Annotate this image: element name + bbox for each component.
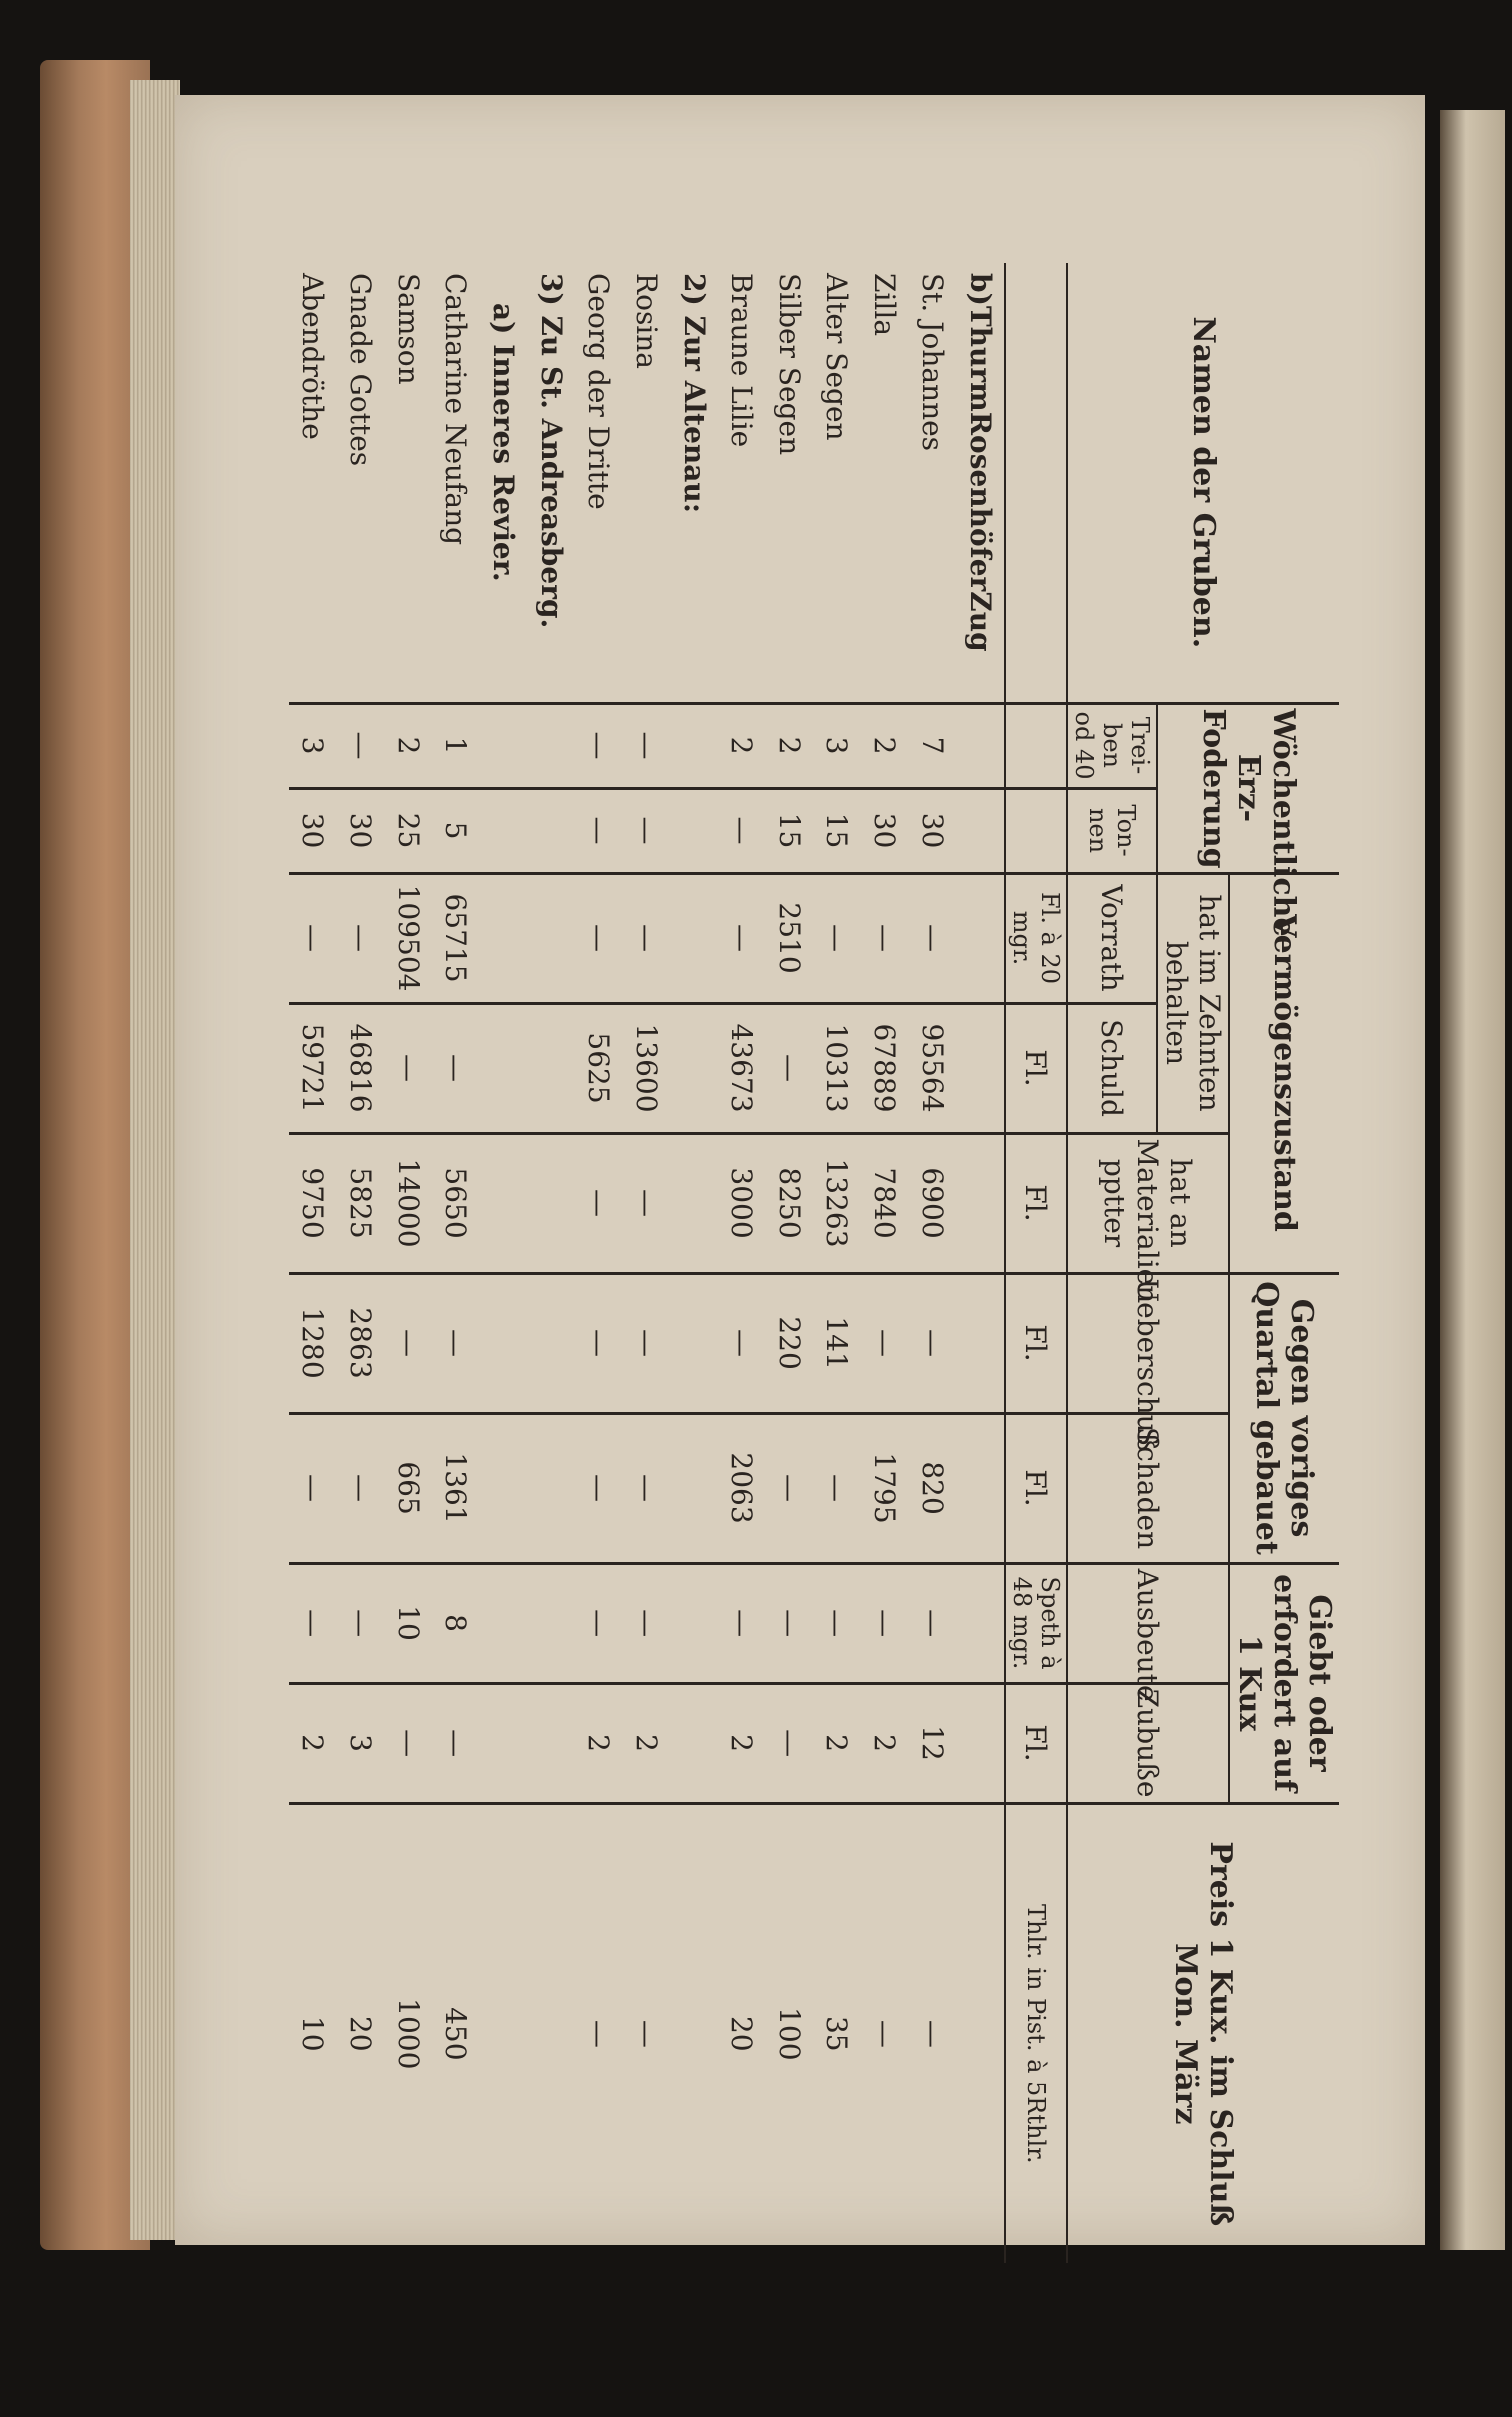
- cell-schuld: —: [432, 1003, 480, 1133]
- cell-aus: —: [718, 1563, 766, 1683]
- cell-vorrath: —: [861, 873, 909, 1003]
- table-row: [384, 263, 432, 2263]
- cell-n: —: [623, 788, 671, 873]
- header-ueberschuss: Ueberschuß: [1067, 1273, 1229, 1413]
- cell-vorrath: [527, 873, 575, 1003]
- row-name: Alter Segen: [813, 263, 861, 703]
- table-row: [337, 263, 385, 2263]
- header-zehnten: hat im Zehnten behalten: [1157, 873, 1229, 1133]
- cell-mat: [670, 1133, 718, 1273]
- table-row: [861, 263, 909, 2263]
- cell-zub: 2: [813, 1683, 861, 1803]
- cell-mat: 5825: [337, 1133, 385, 1273]
- cell-sch: —: [766, 1413, 814, 1563]
- row-name: Zilla: [861, 263, 909, 703]
- cell-zub: 2: [289, 1683, 337, 1803]
- header-materialien: hat an Materialien pptter: [1067, 1133, 1229, 1273]
- cell-sch: 1361: [432, 1413, 480, 1563]
- cell-t: [480, 703, 528, 788]
- row-name: Gnade Gottes: [337, 263, 385, 703]
- cell-vorrath: —: [289, 873, 337, 1003]
- cell-schuld: 67889: [861, 1003, 909, 1133]
- cell-schuld: 13600: [623, 1003, 671, 1133]
- cell-ueb: —: [575, 1273, 623, 1413]
- unit-preis: Thlr. in Pist. à 5Rthlr.: [1005, 1803, 1067, 2263]
- cell-mat: [480, 1133, 528, 1273]
- cell-preis: —: [868, 2019, 902, 2048]
- cell-sch: [480, 1413, 528, 1563]
- table-row: [766, 263, 814, 2263]
- cell-t: —: [575, 703, 623, 788]
- table-row: [813, 263, 861, 2263]
- cell-n: 30: [861, 788, 909, 873]
- cell-schuld: —: [766, 1003, 814, 1133]
- cell-preis: 1000: [391, 1998, 425, 2070]
- cell-zub: 2: [623, 1683, 671, 1803]
- cell-schuld: 59721: [289, 1003, 337, 1133]
- cell-n: 15: [813, 788, 861, 873]
- header-vorrath: Vorrath: [1067, 873, 1157, 1003]
- cell-ueb: —: [718, 1273, 766, 1413]
- cell-ueb: —: [384, 1273, 432, 1413]
- cell-schuld: 5625: [575, 1003, 623, 1133]
- cell-aus: 8: [432, 1563, 480, 1683]
- cell-mat: 6900: [908, 1133, 956, 1273]
- table-row: [432, 263, 480, 2263]
- cell-zub: 2: [861, 1683, 909, 1803]
- cell-n: —: [718, 788, 766, 873]
- cell-preis: 10: [296, 2015, 330, 2052]
- cell-vorrath: —: [908, 873, 956, 1003]
- cell-t: 7: [908, 703, 956, 788]
- cell-aus: —: [766, 1563, 814, 1683]
- cell-preis: [956, 1803, 1005, 2263]
- cell-t: 2: [384, 703, 432, 788]
- cell-vorrath: —: [813, 873, 861, 1003]
- cell-sch: [956, 1413, 1005, 1563]
- cell-aus: —: [575, 1563, 623, 1683]
- cell-mat: 8250: [766, 1133, 814, 1273]
- cell-aus: 10: [384, 1563, 432, 1683]
- cell-preis: 100: [772, 2007, 806, 2061]
- cell-vorrath: 109504: [384, 873, 432, 1003]
- cell-sch: 2063: [718, 1413, 766, 1563]
- cell-t: —: [337, 703, 385, 788]
- cell-ueb: 220: [766, 1273, 814, 1413]
- cell-aus: [956, 1563, 1005, 1683]
- table-row: [289, 263, 337, 2263]
- cell-preis: 35: [820, 2015, 854, 2052]
- cell-vorrath: —: [337, 873, 385, 1003]
- cell-n: 30: [337, 788, 385, 873]
- cell-schuld: 43673: [718, 1003, 766, 1133]
- cell-ueb: 1280: [289, 1273, 337, 1413]
- cell-zub: [480, 1683, 528, 1803]
- cell-mat: 7840: [861, 1133, 909, 1273]
- row-name: 3) Zu St. Andreasberg.: [527, 263, 575, 703]
- cell-zub: [527, 1683, 575, 1803]
- cell-t: 1: [432, 703, 480, 788]
- cell-schuld: [527, 1003, 575, 1133]
- cell-vorrath: —: [718, 873, 766, 1003]
- header-preis: Preis 1 Kux. im Schluß Mon. März: [1067, 1803, 1339, 2263]
- cell-preis: 20: [344, 2015, 378, 2052]
- unit-schuld: Fl.: [1005, 1003, 1067, 1133]
- table-row: [623, 263, 671, 2263]
- cell-ueb: [480, 1273, 528, 1413]
- section-row: [670, 263, 718, 2263]
- cell-t: —: [623, 703, 671, 788]
- cell-vorrath: [956, 873, 1005, 1003]
- cell-zub: 12: [908, 1683, 956, 1803]
- cell-zub: 2: [718, 1683, 766, 1803]
- unit-ausbeute: Speth à 48 mgr.: [1005, 1563, 1067, 1683]
- cell-sch: —: [575, 1413, 623, 1563]
- cell-aus: —: [623, 1563, 671, 1683]
- table-row: [718, 263, 766, 2263]
- cell-vorrath: —: [575, 873, 623, 1003]
- cell-t: 2: [861, 703, 909, 788]
- cell-mat: [527, 1133, 575, 1273]
- header-tonnen: Ton-nen: [1067, 788, 1157, 873]
- cell-t: [527, 703, 575, 788]
- cell-preis: —: [629, 2019, 663, 2048]
- cell-n: 30: [289, 788, 337, 873]
- cell-ueb: 2863: [337, 1273, 385, 1413]
- cell-aus: —: [337, 1563, 385, 1683]
- cell-t: 3: [289, 703, 337, 788]
- cell-sch: —: [623, 1413, 671, 1563]
- cell-mat: —: [623, 1133, 671, 1273]
- cell-zub: [670, 1683, 718, 1803]
- header-weekly: Wöchentliche Erz-Foderung: [1157, 703, 1339, 873]
- cell-zub: 2: [575, 1683, 623, 1803]
- cell-vorrath: [480, 873, 528, 1003]
- cell-t: [670, 703, 718, 788]
- cell-zub: —: [384, 1683, 432, 1803]
- cell-aus: [480, 1563, 528, 1683]
- cell-ueb: —: [908, 1273, 956, 1413]
- cell-aus: —: [813, 1563, 861, 1683]
- cell-n: [480, 788, 528, 873]
- cell-mat: 14000: [384, 1133, 432, 1273]
- cell-sch: —: [813, 1413, 861, 1563]
- unit-materialien: Fl.: [1005, 1133, 1067, 1273]
- cell-ueb: [670, 1273, 718, 1413]
- unit-schaden: Fl.: [1005, 1413, 1067, 1563]
- cell-sch: [670, 1413, 718, 1563]
- header-schuld: Schuld: [1067, 1003, 1157, 1133]
- cell-sch: 820: [908, 1413, 956, 1563]
- row-name: Georg der Dritte: [575, 263, 623, 703]
- cell-vorrath: —: [623, 873, 671, 1003]
- cell-aus: —: [289, 1563, 337, 1683]
- cell-sch: 1795: [861, 1413, 909, 1563]
- cell-aus: [670, 1563, 718, 1683]
- cell-ueb: —: [861, 1273, 909, 1413]
- cell-zub: —: [766, 1683, 814, 1803]
- cell-ueb: —: [432, 1273, 480, 1413]
- cell-t: [956, 703, 1005, 788]
- cell-n: 30: [908, 788, 956, 873]
- table-row: [575, 263, 623, 2263]
- cell-aus: [527, 1563, 575, 1683]
- header-treiben: Trei-ben od 40: [1067, 703, 1157, 788]
- cell-preis: —: [582, 2019, 616, 2048]
- row-name: 2) Zur Altenau:: [670, 263, 718, 703]
- cell-n: [956, 788, 1005, 873]
- header-schaden: Schaden: [1067, 1413, 1229, 1563]
- cell-t: 2: [718, 703, 766, 788]
- rotated-table-container: [289, 263, 1339, 2263]
- cell-mat: —: [575, 1133, 623, 1273]
- section-row: [480, 263, 528, 2263]
- next-page-edge: [1440, 110, 1505, 2250]
- cell-schuld: [480, 1003, 528, 1133]
- cell-ueb: [956, 1273, 1005, 1413]
- row-name: a) Inneres Revier.: [480, 263, 528, 703]
- mine-status-table: [289, 263, 1339, 2263]
- cell-preis: [480, 1803, 528, 2263]
- unit-blank: [1005, 263, 1067, 703]
- cell-preis: 450: [439, 2007, 473, 2061]
- cell-n: —: [575, 788, 623, 873]
- cell-n: [670, 788, 718, 873]
- table-row: [908, 263, 956, 2263]
- cell-mat: 5650: [432, 1133, 480, 1273]
- cell-schuld: [670, 1003, 718, 1133]
- cell-mat: 13263: [813, 1133, 861, 1273]
- cell-schuld: 10313: [813, 1003, 861, 1133]
- cell-n: 25: [384, 788, 432, 873]
- cell-zub: 3: [337, 1683, 385, 1803]
- cell-sch: —: [337, 1413, 385, 1563]
- row-name: Rosina: [623, 263, 671, 703]
- row-name: Silber Segen: [766, 263, 814, 703]
- cell-n: [527, 788, 575, 873]
- cell-vorrath: [670, 873, 718, 1003]
- cell-ueb: 141: [813, 1273, 861, 1413]
- header-gegen: Gegen voriges Quartal gebauet: [1229, 1273, 1339, 1563]
- cell-schuld: 95564: [908, 1003, 956, 1133]
- cell-n: 15: [766, 788, 814, 873]
- cell-t: 2: [766, 703, 814, 788]
- cell-preis: [527, 1803, 575, 2263]
- cell-schuld: 46816: [337, 1003, 385, 1133]
- cell-preis: 20: [725, 2015, 759, 2052]
- cell-aus: —: [861, 1563, 909, 1683]
- cell-mat: 3000: [718, 1133, 766, 1273]
- cell-vorrath: 65715: [432, 873, 480, 1003]
- cell-sch: —: [289, 1413, 337, 1563]
- table-body: [289, 263, 1005, 2263]
- cell-n: 5: [432, 788, 480, 873]
- header-vermoegen: Vermögenszustand: [1229, 873, 1339, 1273]
- header-giebt: Giebt oder erfordert auf 1 Kux: [1229, 1563, 1339, 1803]
- header-names: Namen der Gruben.: [1067, 263, 1339, 703]
- header-ausbeute: Ausbeute: [1067, 1563, 1229, 1683]
- header-zubusse: Zubuße: [1067, 1683, 1229, 1803]
- cell-mat: 9750: [289, 1133, 337, 1273]
- row-name: Catharine Neufang: [432, 263, 480, 703]
- unit-ueberschuss: Fl.: [1005, 1273, 1067, 1413]
- cell-ueb: —: [623, 1273, 671, 1413]
- cell-preis: —: [915, 2019, 949, 2048]
- row-name: b)ThurmRosenhöferZug: [956, 263, 1005, 703]
- cell-zub: [956, 1683, 1005, 1803]
- row-name: St. Johannes: [908, 263, 956, 703]
- unit-vorrath: Fl. à 20 mgr.: [1005, 873, 1067, 1003]
- page-edges: [130, 80, 180, 2240]
- cell-vorrath: 2510: [766, 873, 814, 1003]
- cell-sch: 665: [384, 1413, 432, 1563]
- row-name: Samson: [384, 263, 432, 703]
- cell-ueb: [527, 1273, 575, 1413]
- cell-schuld: [956, 1003, 1005, 1133]
- cell-preis: [670, 1803, 718, 2263]
- row-name: Abendröthe: [289, 263, 337, 703]
- section-row: [956, 263, 1005, 2263]
- cell-t: 3: [813, 703, 861, 788]
- cell-aus: —: [908, 1563, 956, 1683]
- row-name: Braune Lilie: [718, 263, 766, 703]
- cell-sch: [527, 1413, 575, 1563]
- section-row: [527, 263, 575, 2263]
- cell-zub: —: [432, 1683, 480, 1803]
- unit-zubusse: Fl.: [1005, 1683, 1067, 1803]
- cell-schuld: —: [384, 1003, 432, 1133]
- cell-mat: [956, 1133, 1005, 1273]
